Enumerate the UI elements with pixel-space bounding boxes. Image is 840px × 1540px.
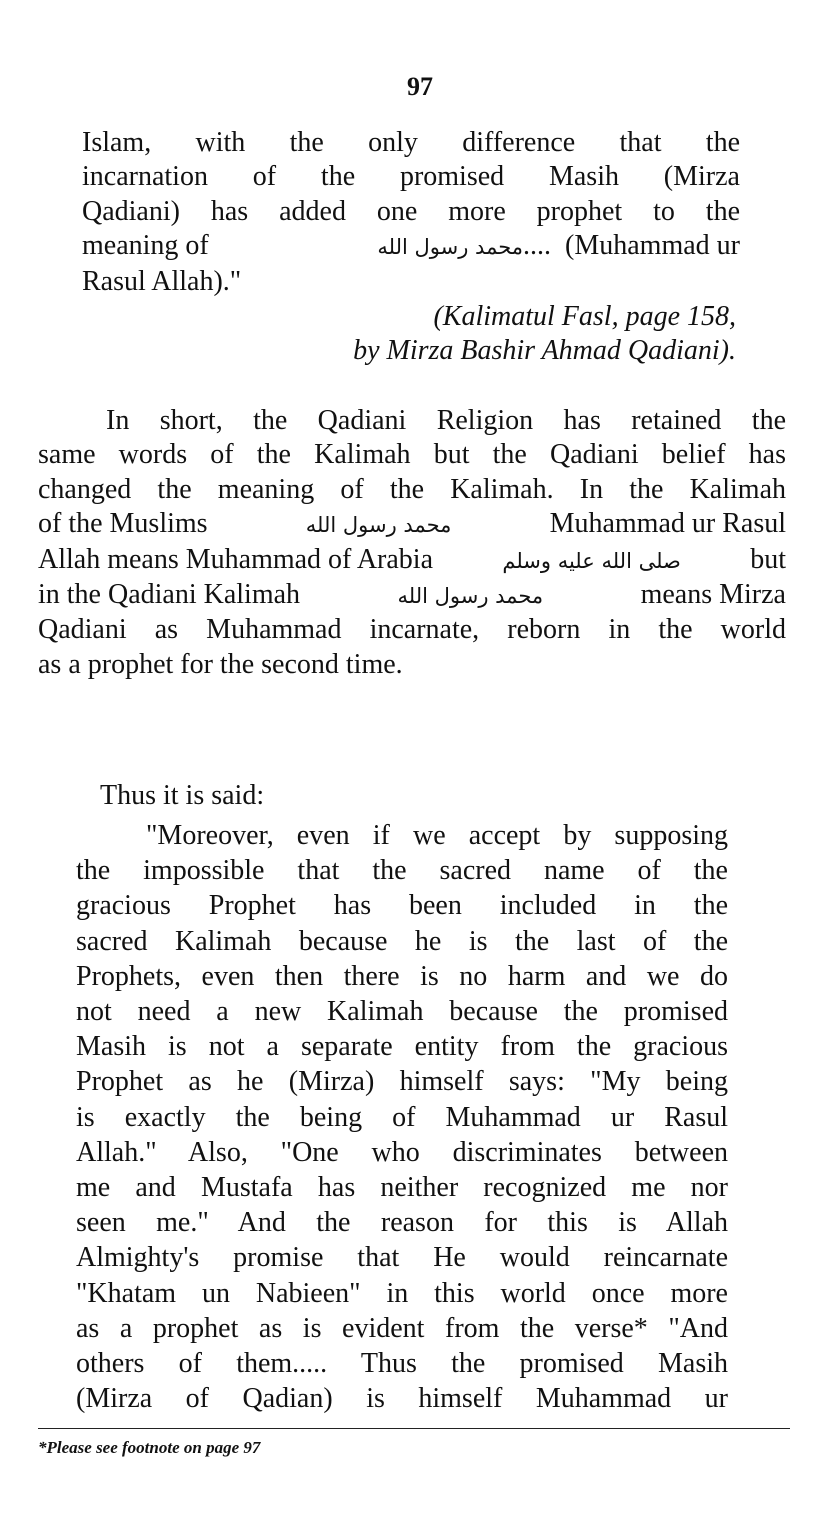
text-line: is exactly the being of Muhammad ur Rasul xyxy=(76,1101,728,1133)
text-line: Prophet as he (Mirza) himself says: "My being xyxy=(76,1066,728,1098)
text-line: as a prophet as is evident from the verse* "And xyxy=(76,1312,728,1344)
page-number: 97 xyxy=(407,72,433,101)
block-quote xyxy=(76,818,728,1416)
paragraph xyxy=(38,404,786,682)
text-line: as a prophet for the second time. xyxy=(38,648,403,680)
text-segment: means Mirza xyxy=(640,579,786,611)
text-segment: of the Muslims xyxy=(38,508,208,540)
text-line: In short, the Qadiani Religion has retained the xyxy=(106,405,786,436)
text-line: Qadiani) has added one more prophet to the xyxy=(82,195,740,227)
text-line: Prophets, even then there is no harm and we do xyxy=(76,960,728,992)
text-line: same words of the Kalimah but the Qadiani belief has xyxy=(38,439,786,471)
text-segment: Muhammad ur Rasul xyxy=(549,508,786,540)
text-line xyxy=(82,229,740,264)
text-line: Almighty's promise that He would reincarnate xyxy=(76,1242,728,1274)
text-line: Masih is not a separate entity from the gracious xyxy=(76,1031,728,1063)
text-line xyxy=(38,507,786,542)
text-line: others of them..... Thus the promised Masih xyxy=(76,1348,728,1380)
text-line: Qadiani as Muhammad incarnate, reborn in the world xyxy=(38,614,786,646)
text-line: me and Mustafa has neither recognized me nor xyxy=(76,1172,728,1204)
arabic-kalimah: محمد رسول الله xyxy=(397,584,544,609)
text-line: the impossible that the sacred name of the xyxy=(76,855,728,887)
text-segment: .... (Muhammad ur xyxy=(523,230,740,262)
text-line: (Mirza of Qadian) is himself Muhammad ur xyxy=(76,1383,728,1415)
footnote: *Please see footnote on page 97 xyxy=(38,1438,261,1457)
text-line: Allah." Also, "One who discriminates between xyxy=(76,1136,728,1168)
arabic-kalimah: محمد رسول الله xyxy=(305,513,452,538)
text-line xyxy=(38,578,786,613)
text-line: Islam, with the only difference that the xyxy=(82,127,740,158)
section-intro: Thus it is said: xyxy=(100,780,265,811)
text-line xyxy=(38,543,786,578)
text-segment: meaning of xyxy=(82,230,209,262)
citation-line: (Kalimatul Fasl, page 158, xyxy=(433,301,736,332)
text-line: not need a new Kalimah because the promised xyxy=(76,996,728,1028)
text-line: "Moreover, even if we accept by supposing xyxy=(146,820,728,851)
text-line: incarnation of the promised Masih (Mirza xyxy=(82,161,740,193)
arabic-kalimah: محمد رسول الله xyxy=(377,235,524,260)
text-line: changed the meaning of the Kalimah. In the Kalimah xyxy=(38,473,786,505)
citation-line: by Mirza Bashir Ahmad Qadiani). xyxy=(353,335,736,366)
text-segment: in the Qadiani Kalimah xyxy=(38,579,301,611)
arabic-salutation: صلى الله عليه وسلم xyxy=(502,548,681,573)
text-line: "Khatam un Nabieen" in this world once more xyxy=(76,1277,728,1309)
text-segment: but xyxy=(750,543,786,575)
text-segment: Allah means Muhammad of Arabia xyxy=(38,543,434,575)
quote-continuation xyxy=(82,126,740,299)
text-line: Rasul Allah)." xyxy=(82,265,242,297)
citation xyxy=(176,300,736,368)
text-line: sacred Kalimah because he is the last of the xyxy=(76,925,728,957)
text-line: gracious Prophet has been included in the xyxy=(76,890,728,922)
text-line: seen me." And the reason for this is Allah xyxy=(76,1207,728,1239)
footnote-divider xyxy=(38,1428,790,1429)
